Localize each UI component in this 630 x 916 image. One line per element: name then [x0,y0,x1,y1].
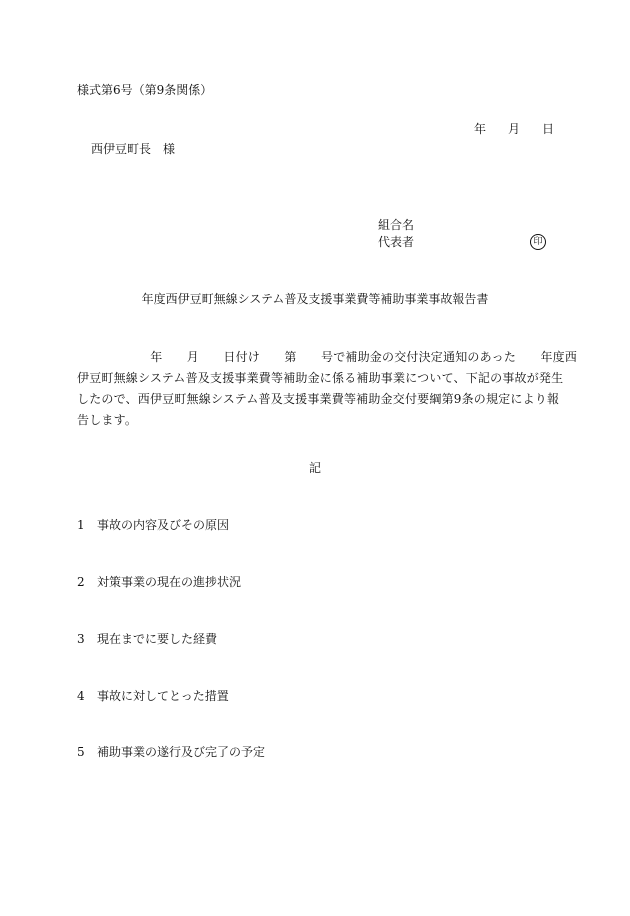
date-year-label: 年 [474,122,487,136]
organization-name-label: 組合名 [378,218,415,232]
date-day-label: 日 [542,122,555,136]
body-line: 年 月 日付け 第 号で補助金の交付決定通知のあった 年度西 [77,350,578,364]
body-line: 伊豆町無線システム普及支援事業費等補助金に係る補助事業について、下記の事故が発生 [77,371,564,385]
addressee: 西伊豆町長 様 [91,142,176,156]
body-paragraph [77,347,578,431]
representative-label: 代表者 [378,235,415,249]
report-item [77,519,229,531]
seal-mark: 印 [530,234,546,250]
form-number: 様式第6号（第9条関係） [77,83,213,97]
ki-heading: 記 [308,461,321,475]
report-item [77,633,217,645]
body-line: したので、西伊豆町無線システム普及支援事業費等補助金交付要綱第9条の規定により報 [77,392,560,406]
item-text: 補助事業の遂行及び完了の予定 [97,745,266,759]
item-number: 4 [77,689,85,703]
date-line [474,123,554,135]
item-number: 5 [77,745,85,759]
item-text: 事故に対してとった措置 [97,689,229,703]
date-month-label: 月 [508,122,521,136]
item-number: 3 [77,632,85,646]
item-number: 1 [77,518,85,532]
item-number: 2 [77,575,85,589]
item-text: 事故の内容及びその原因 [97,518,230,532]
report-item [77,576,241,588]
item-text: 現在までに要した経費 [97,632,218,646]
body-line: 告します。 [77,413,138,427]
report-item [77,690,229,702]
report-item [77,746,265,758]
document-title: 年度西伊豆町無線システム普及支援事業費等補助事業事故報告書 [141,292,489,306]
item-text: 対策事業の現在の進捗状況 [97,575,242,589]
